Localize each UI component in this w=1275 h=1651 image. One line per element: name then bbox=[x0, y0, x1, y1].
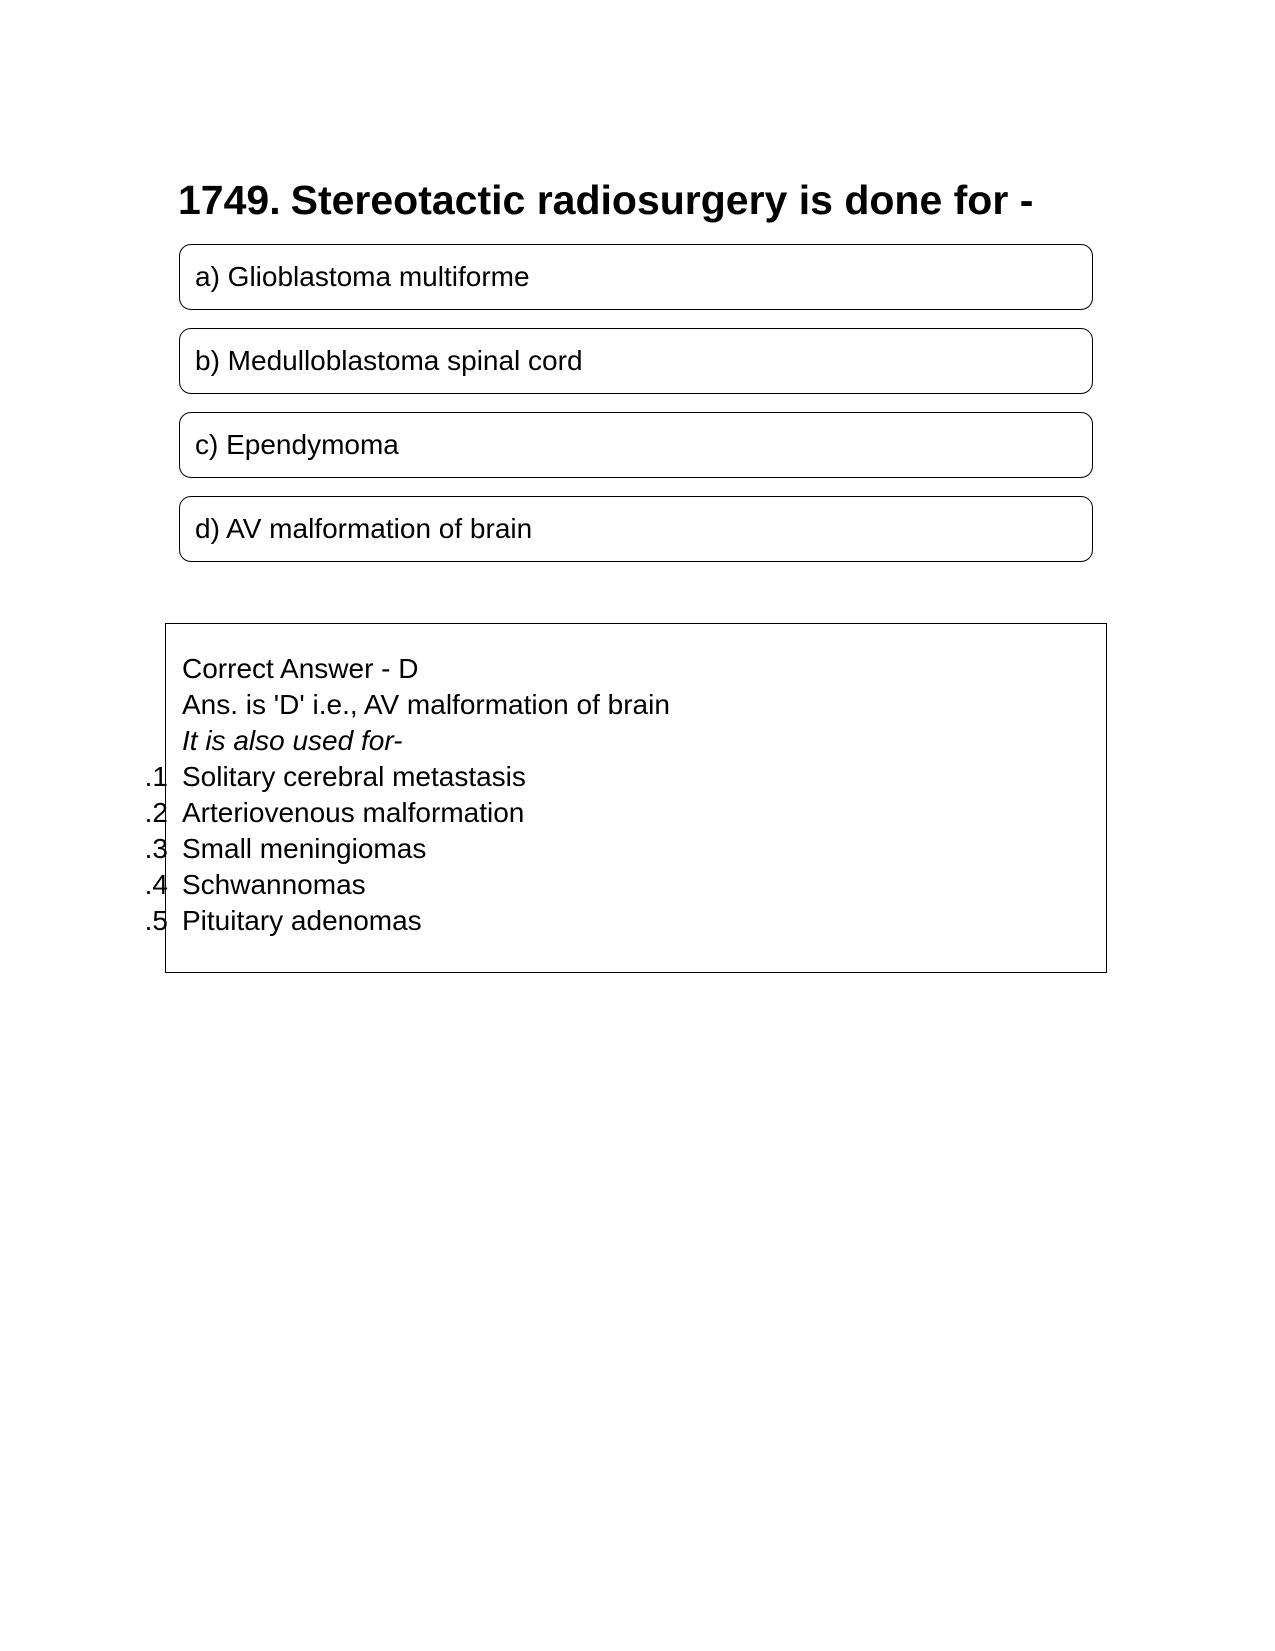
list-number: 1. bbox=[144, 761, 168, 792]
list-item bbox=[144, 867, 670, 903]
list-number: 3. bbox=[144, 833, 168, 864]
list-text: Pituitary adenomas bbox=[182, 905, 422, 936]
answer-content bbox=[144, 651, 670, 939]
list-item bbox=[144, 903, 670, 939]
list-text: Small meningiomas bbox=[182, 833, 427, 864]
list-number: 4. bbox=[144, 869, 168, 900]
list-item bbox=[144, 795, 670, 831]
list-item bbox=[144, 831, 670, 867]
answer-box bbox=[144, 623, 1107, 973]
list-text: Solitary cerebral metastasis bbox=[182, 761, 526, 792]
option-b[interactable]: b) Medulloblastoma spinal cord bbox=[179, 328, 1093, 394]
list-item bbox=[144, 759, 670, 795]
question-title bbox=[178, 176, 1033, 225]
question-number: 1749. bbox=[178, 177, 281, 223]
option-d[interactable]: d) AV malformation of brain bbox=[179, 496, 1093, 562]
option-a[interactable]: a) Glioblastoma multiforme bbox=[179, 244, 1093, 310]
question-text: Stereotactic radiosurgery is done for - bbox=[290, 177, 1034, 223]
correct-answer: Correct Answer - D bbox=[182, 653, 419, 684]
list-number: 2. bbox=[144, 797, 168, 828]
answer-explanation: Ans. is 'D' i.e., AV malformation of brain bbox=[182, 689, 670, 720]
list-number: 5. bbox=[144, 905, 168, 936]
option-c[interactable]: c) Ependymoma bbox=[179, 412, 1093, 478]
list-text: Arteriovenous malformation bbox=[182, 797, 525, 828]
list-text: Schwannomas bbox=[182, 869, 366, 900]
also-used-heading: It is also used for- bbox=[182, 725, 403, 756]
